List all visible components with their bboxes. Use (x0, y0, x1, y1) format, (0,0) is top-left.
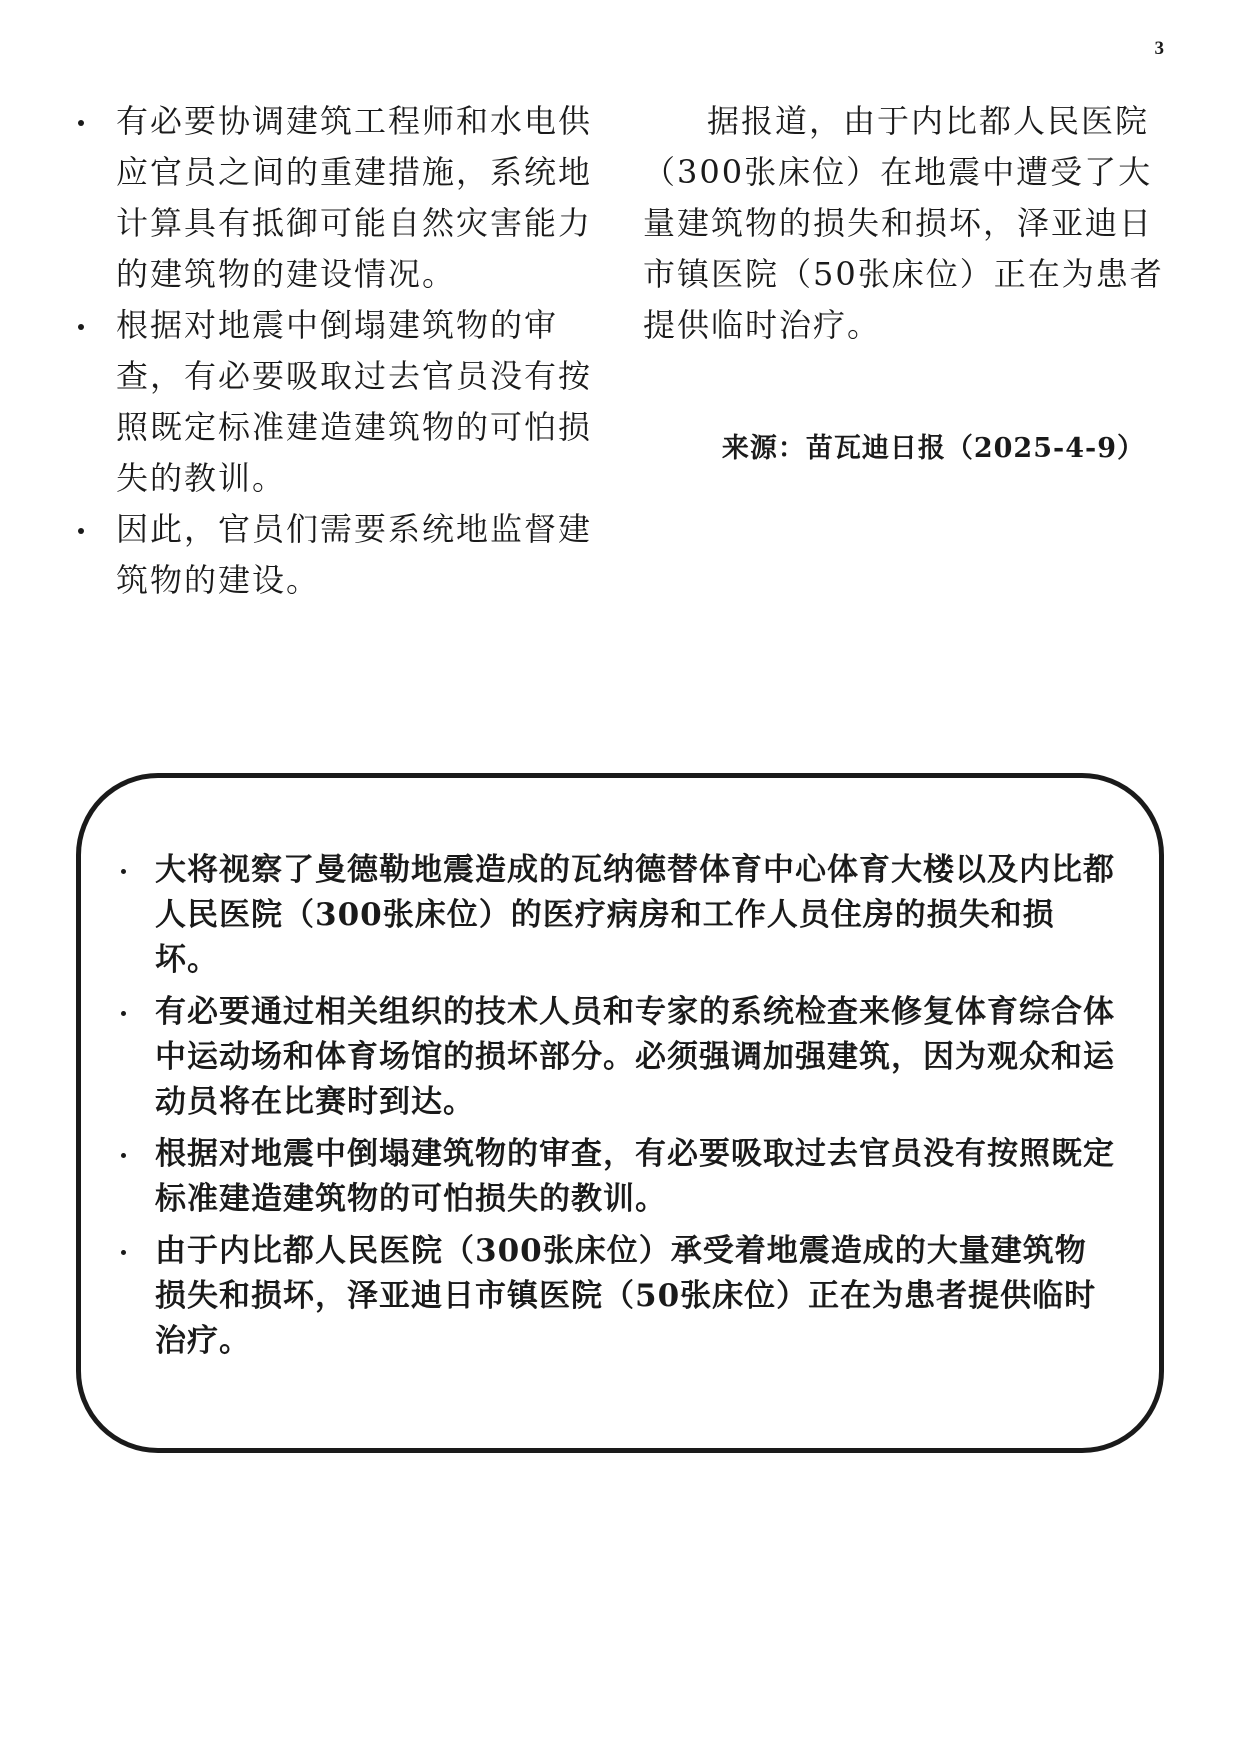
bullet-icon (78, 528, 84, 534)
left-column (72, 96, 612, 606)
list-item-text: 大将视察了曼德勒地震造成的瓦纳德替体育中心体育大楼以及内比都人民医院（300张床位）的医疗病房和工作人员住房的损失和损坏。 (155, 852, 1115, 978)
list-item (115, 848, 1115, 983)
summary-bullet-list (115, 848, 1115, 1364)
left-bullet-list (72, 96, 612, 606)
list-item (115, 990, 1115, 1125)
list-item (72, 96, 612, 300)
list-item (72, 504, 612, 606)
list-item-text: 根据对地震中倒塌建筑物的审查，有必要吸取过去官员没有按照既定标准建造建筑物的可怕损失的教训。 (116, 306, 593, 497)
bullet-icon (78, 324, 84, 330)
bullet-icon (121, 1011, 126, 1016)
bullet-icon (121, 1153, 126, 1158)
list-item (115, 1132, 1115, 1222)
list-item-text: 由于内比都人民医院（300张床位）承受着地震造成的大量建筑物损失和损坏，泽亚迪日市镇医院（50张床位）正在为患者提供临时治疗。 (155, 1233, 1097, 1359)
list-item-text: 根据对地震中倒塌建筑物的审查，有必要吸取过去官员没有按照既定标准建造建筑物的可怕损失的教训。 (155, 1136, 1115, 1217)
list-item-text: 有必要协调建筑工程师和水电供应官员之间的重建措施，系统地计算具有抵御可能自然灾害能力的建筑物的建设情况。 (116, 102, 593, 293)
news-paragraph: 据报道，由于内比都人民医院（300张床位）在地震中遭受了大量建筑物的损失和损坏，泽亚迪日市镇医院（50张床位）正在为患者提供临时治疗。 (643, 102, 1164, 344)
page-number: 3 (1154, 38, 1164, 59)
bullet-icon (121, 1250, 126, 1255)
source-citation: 来源：苗瓦迪日报（2025-4-9） (721, 433, 1145, 464)
bullet-icon (121, 869, 126, 874)
list-item (72, 300, 612, 504)
list-item-text: 有必要通过相关组织的技术人员和专家的系统检查来修复体育综合体中运动场和体育场馆的损坏部分。必须强调加强建筑，因为观众和运动员将在比赛时到达。 (155, 994, 1115, 1120)
list-item (115, 1229, 1115, 1364)
list-item-text: 因此，官员们需要系统地监督建筑物的建设。 (116, 510, 593, 599)
right-column (643, 96, 1175, 474)
bullet-icon (78, 120, 84, 126)
summary-box (76, 773, 1164, 1453)
